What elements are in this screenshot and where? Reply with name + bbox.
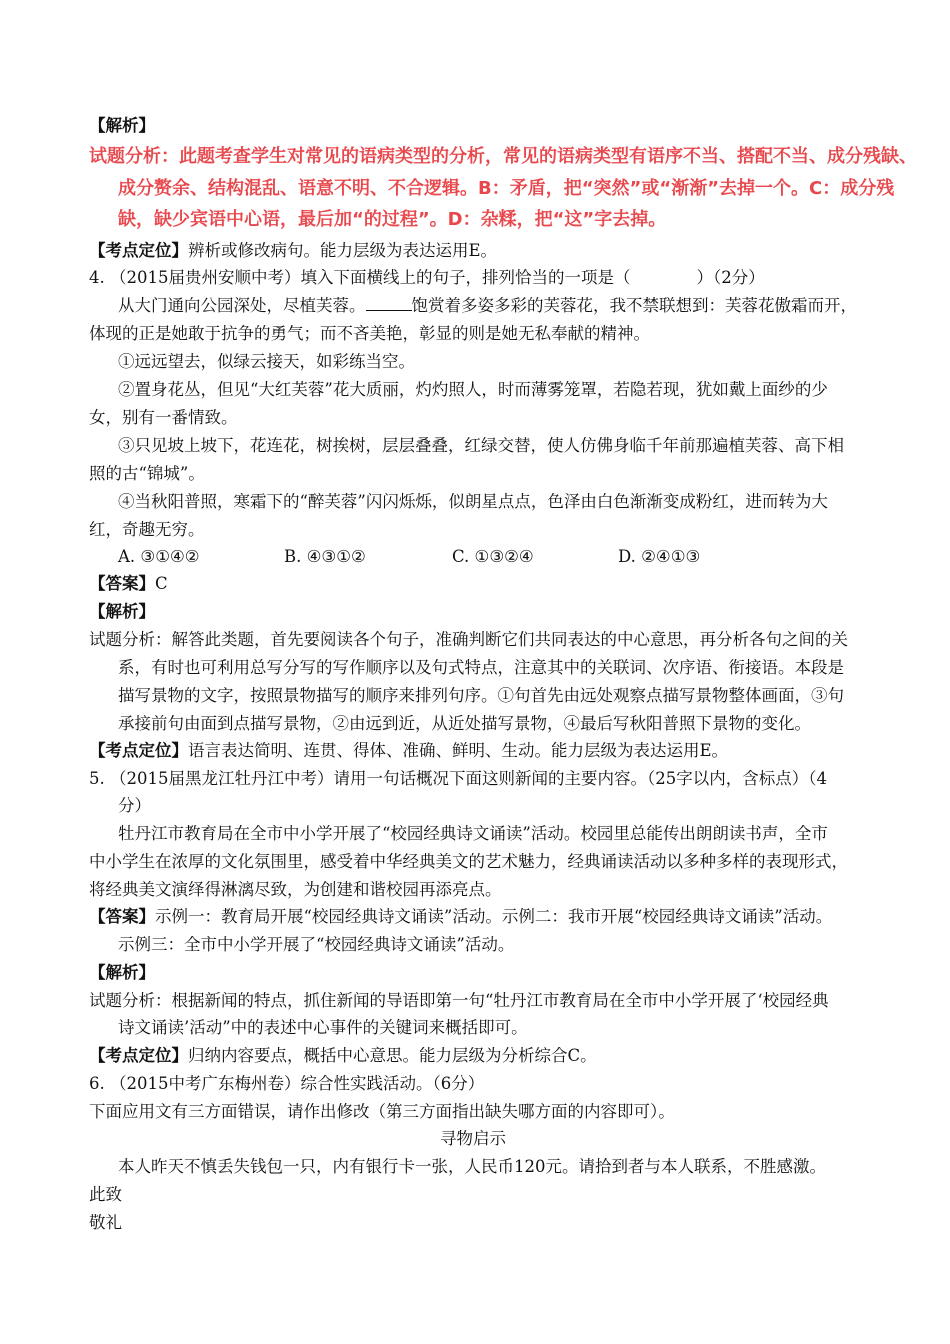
q6-stem: 6. （2015中考广东梅州卷）综合性实践活动。（6分） (89, 1074, 485, 1093)
q5-answer-line-1 (89, 905, 832, 929)
q4-option-b: B. ④③①② (284, 547, 366, 566)
q4-kaodian-label: 【考点定位】 (89, 741, 188, 760)
q4-options (118, 545, 700, 569)
q4-item-3b: 照的古“锦城”。 (89, 464, 205, 483)
q4-kaodian-text: 语言表达简明、连贯、得体、准确、鲜明、生动。能力层级为表达运用E。 (188, 741, 729, 760)
jiexi-red-line-1: 试题分析：此题考查学生对常见的语病类型的分析，常见的语病类型有语序不当、搭配不当、成分残缺、 (89, 146, 917, 167)
q4-answer-line (89, 572, 168, 596)
q6-intro: 下面应用文有三方面错误，请作出修改（第三方面指出缺失哪方面的内容即可）。 (89, 1102, 675, 1121)
q4-option-a: A. ③①④② (118, 547, 200, 566)
q6-notice-title: 寻物启示 (440, 1129, 506, 1148)
q4-answer: C (155, 574, 168, 593)
q5-kaodian-label: 【考点定位】 (89, 1046, 188, 1065)
q4-para-line-2: 体现的正是她敢于抗争的勇气；而不吝美艳，彰显的则是她无私奉献的精神。 (89, 324, 650, 343)
q4-jiexi-line-4: 承接前句由面到点描写景物，②由远到近，从近处描写景物，④最后写秋阳普照下景物的变化。 (118, 714, 811, 733)
q4-item-1: ①远远望去，似绿云接天，如彩练当空。 (118, 352, 415, 371)
q4-jiexi-line-2: 系，有时也可利用总写分写的写作顺序以及句式特点，注意其中的关联词、次序语、衔接语。本段是 (118, 658, 844, 677)
q4-jiexi-line-1: 试题分析：解答此类题，首先要阅读各个句子，准确判断它们共同表达的中心意思，再分析各句之间的关 (89, 630, 848, 649)
q5-answer-a: 示例一：教育局开展“校园经典诗文诵读”活动。示例二：我市开展“校园经典诗文诵读”活动。 (155, 907, 833, 926)
q4-para-b: 饱赏着多姿多彩的芙蓉花，我不禁联想到：芙蓉花傲霜而开， (411, 296, 857, 315)
q4-fill-blank (366, 294, 412, 311)
q5-news-line-1: 牡丹江市教育局在全市中小学开展了“校园经典诗文诵读”活动。校园里总能传出朗朗读书声，全市 (118, 824, 828, 843)
q4-para-a: 从大门通向公园深处，尽植芙蓉。 (118, 296, 366, 315)
q4-item-3a: ③只见坡上坡下，花连花，树挨树，层层叠叠，红绿交替，使人仿佛身临千年前那遍植芙蓉、高下相 (118, 436, 844, 455)
q5-news-line-2: 中小学生在浓厚的文化氛围里，感受着中华经典美文的艺术魅力，经典诵读活动以多种多样的表现形式， (89, 852, 848, 871)
kaodian-text: 辨析或修改病句。能力层级为表达运用E。 (188, 241, 498, 260)
q4-item-2a: ②置身花丛，但见“大红芙蓉”花大质丽，灼灼照人，时而薄雾笼罩，若隐若现，犹如戴上面纱的少 (118, 380, 828, 399)
q4-kaodian-line (89, 739, 728, 763)
q5-stem-b: 分） (118, 796, 151, 815)
q4-option-c: C. ①③②④ (452, 547, 534, 566)
q5-answer-line-2: 示例三：全市中小学开展了“校园经典诗文诵读”活动。 (118, 935, 515, 954)
q4-item-4a: ④当秋阳普照，寒霜下的“醉芙蓉”闪闪烁烁，似朗星点点，色泽由白色渐渐变成粉红，进而转为大 (118, 492, 828, 511)
q5-kaodian-text: 归纳内容要点，概括中心意思。能力层级为分析综合C。 (188, 1046, 597, 1065)
q4-jiexi-line-3: 描写景物的文字，按照景物描写的顺序来排列句序。①句首先由远处观察点描写景物整体画面，③句 (118, 686, 844, 705)
q4-stem: 4. （2015届贵州安顺中考）填入下面横线上的句子，排列恰当的一项是（ ）（2分） (89, 268, 765, 287)
kaodian-line (89, 239, 497, 263)
q5-jiexi-line-2: 诗文诵读’活动”中的表述中心事件的关键词来概括即可。 (118, 1018, 528, 1037)
q4-option-d: D. ②④①③ (618, 547, 701, 566)
q5-jiexi-line-1: 试题分析：根据新闻的特点，抓住新闻的导语即第一句“牡丹江市教育局在全市中小学开展了‘校园经典 (89, 991, 829, 1010)
q6-closing-2: 敬礼 (89, 1213, 122, 1232)
q6-closing-1: 此致 (89, 1185, 122, 1204)
q6-notice-body: 本人昨天不慎丢失钱包一只，内有银行卡一张，人民币120元。请拾到者与本人联系，不胜感激。 (118, 1157, 826, 1176)
q4-answer-label: 【答案】 (89, 574, 155, 593)
jiexi-red-line-2: 成分赘余、结构混乱、语意不明、不合逻辑。B：矛盾，把“突然”或“渐渐”去掉一个。C：成分残 (118, 178, 895, 199)
q5-answer-label: 【答案】 (89, 907, 155, 926)
jiexi-heading: 【解析】 (89, 116, 155, 135)
q4-item-2b: 女，别有一番情致。 (89, 408, 238, 427)
q4-item-4b: 红，奇趣无穷。 (89, 520, 205, 539)
q4-jiexi-heading: 【解析】 (89, 602, 155, 621)
q5-jiexi-heading: 【解析】 (89, 963, 155, 982)
q5-news-line-3: 将经典美文演绎得淋漓尽致，为创建和谐校园再添亮点。 (89, 880, 502, 899)
jiexi-red-line-3: 缺，缺少宾语中心语，最后加“的过程”。D：杂糅，把“这”字去掉。 (118, 209, 667, 230)
q5-kaodian-line (89, 1044, 597, 1068)
q5-stem-a: 5. （2015届黑龙江牡丹江中考）请用一句话概况下面这则新闻的主要内容。（25字以内，含标点）（4 (89, 769, 827, 788)
q4-para-line-1 (118, 294, 857, 318)
kaodian-label: 【考点定位】 (89, 241, 188, 260)
